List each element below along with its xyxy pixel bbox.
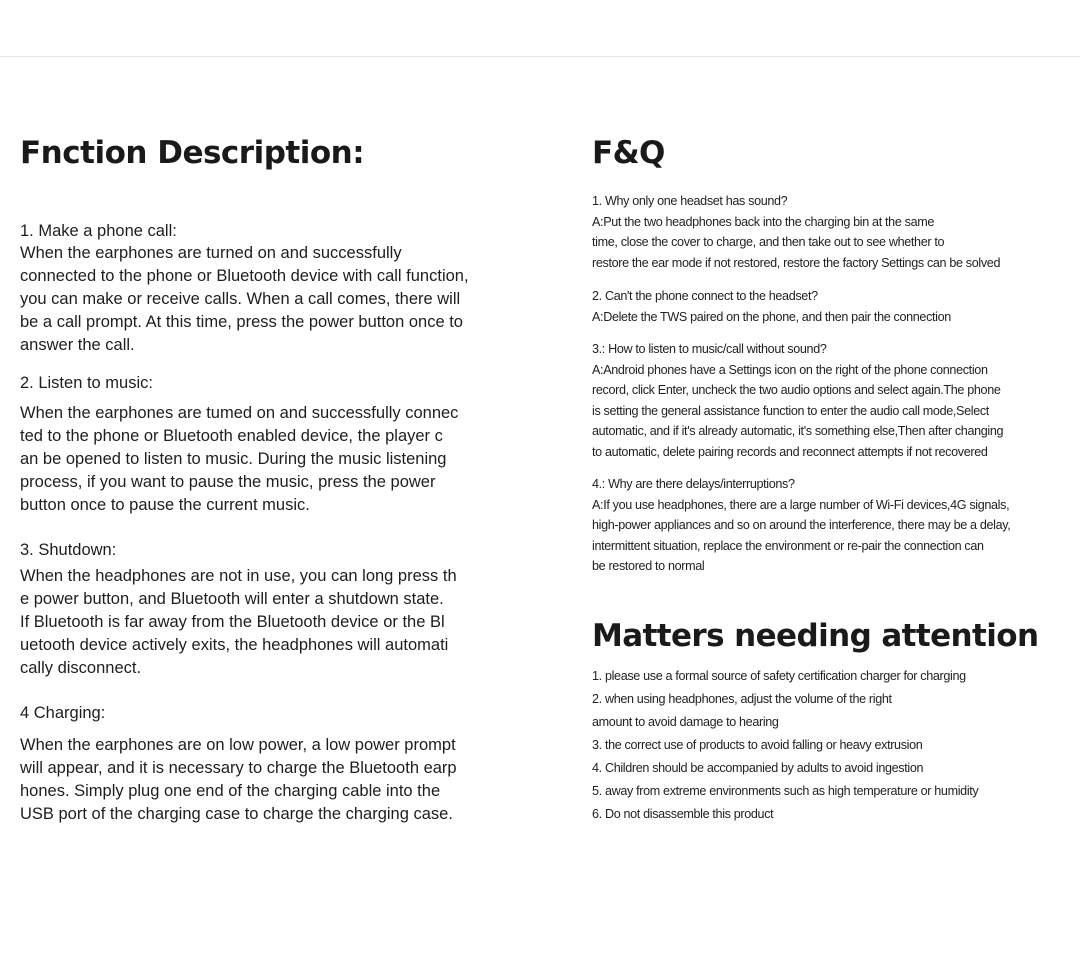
section-text: When the earphones are turned on and successfully connected to the phone or Bluetooth device with call function, you can make or receive calls. When a call comes, there will be a call prompt. At this time, press the power button once to answer the call. (20, 244, 469, 354)
faq-column (592, 134, 1078, 826)
faq-answer: A:If you use headphones, there are a large number of Wi-Fi devices,4G signals, high-power appliances and so on around the interference, there may be a delay, intermittent situation, replace the environment or re-pair the connection can be restored to normal (592, 497, 1011, 573)
list-item: 6. Do not disassemble this product (592, 806, 774, 821)
list-item: 4. Children should be accompanied by adults to avoid ingestion (592, 760, 924, 775)
attention-title: Matters needing attention (592, 617, 1039, 654)
faq-answer: A:Delete the TWS paired on the phone, and then pair the connection (592, 309, 951, 324)
faq-item (592, 191, 1078, 273)
faq-question: 2. Can't the phone connect to the headset? (592, 289, 818, 303)
list-item: 2. when using headphones, adjust the volume of the right amount to avoid damage to hearing (592, 691, 892, 729)
faq-answer: A:Put the two headphones back into the charging bin at the same time, close the cover to charge, and then take out to see whether to restore the ear mode if not restored, restore the factory Settings can be solved (592, 214, 1001, 270)
list-item: 5. away from extreme environments such as high temperature or humidity (592, 783, 979, 798)
function-description-title: Fnction Description: (20, 135, 365, 171)
section-text: When the headphones are not in use, you can long press th e power button, and Bluetooth will enter a shutdown state. If Bluetooth is far away from the Bluetooth device or the Bl uetooth device actively exits, the headphones will automati cally disconnect. (20, 567, 457, 677)
section-listen-music (20, 372, 565, 517)
faq-item (592, 474, 1078, 577)
faq-item (592, 286, 1078, 327)
section-text: When the earphones are on low power, a low power prompt will appear, and it is necessary to charge the Bluetooth earp hones. Simply plug one end of the charging cable into the USB port of the charging case to charge the charging case. (20, 736, 457, 823)
section-heading: 3. Shutdown: (20, 541, 117, 559)
faq-title: F&Q (592, 135, 665, 171)
function-description-column (20, 134, 565, 826)
section-text: When the earphones are tumed on and successfully connec ted to the phone or Bluetooth enabled device, the player c an be opened to listen to music. During the music listening process, if you want to pause the music, press the power button once to pause the current music. (20, 404, 459, 514)
faq-question: 3.: How to listen to music/call without sound? (592, 342, 827, 356)
list-item: 3. the correct use of products to avoid falling or heavy extrusion (592, 737, 923, 752)
section-shutdown (20, 539, 565, 680)
faq-item (592, 339, 1078, 462)
section-heading: 4 Charging: (20, 704, 106, 722)
faq-question: 4.: Why are there delays/interruptions? (592, 477, 795, 491)
section-heading: 1. Make a phone call: (20, 222, 177, 240)
section-charging (20, 702, 565, 826)
faq-answer: A:Android phones have a Settings icon on the right of the phone connection record, click Enter, uncheck the two audio options and select again.The phone is setting the general assistance function to enter the audio call mode,Select automatic, and if it's already automatic, it's something else,Then after changing to automatic, delete pairing records and reconnect attempts if not recovered (592, 362, 1004, 459)
section-phone-call (20, 220, 565, 357)
section-heading: 2. Listen to music: (20, 374, 153, 392)
attention-list (592, 665, 1078, 826)
top-divider (0, 56, 1080, 57)
faq-question: 1. Why only one headset has sound? (592, 194, 788, 208)
list-item: 1. please use a formal source of safety certification charger for charging (592, 668, 966, 683)
